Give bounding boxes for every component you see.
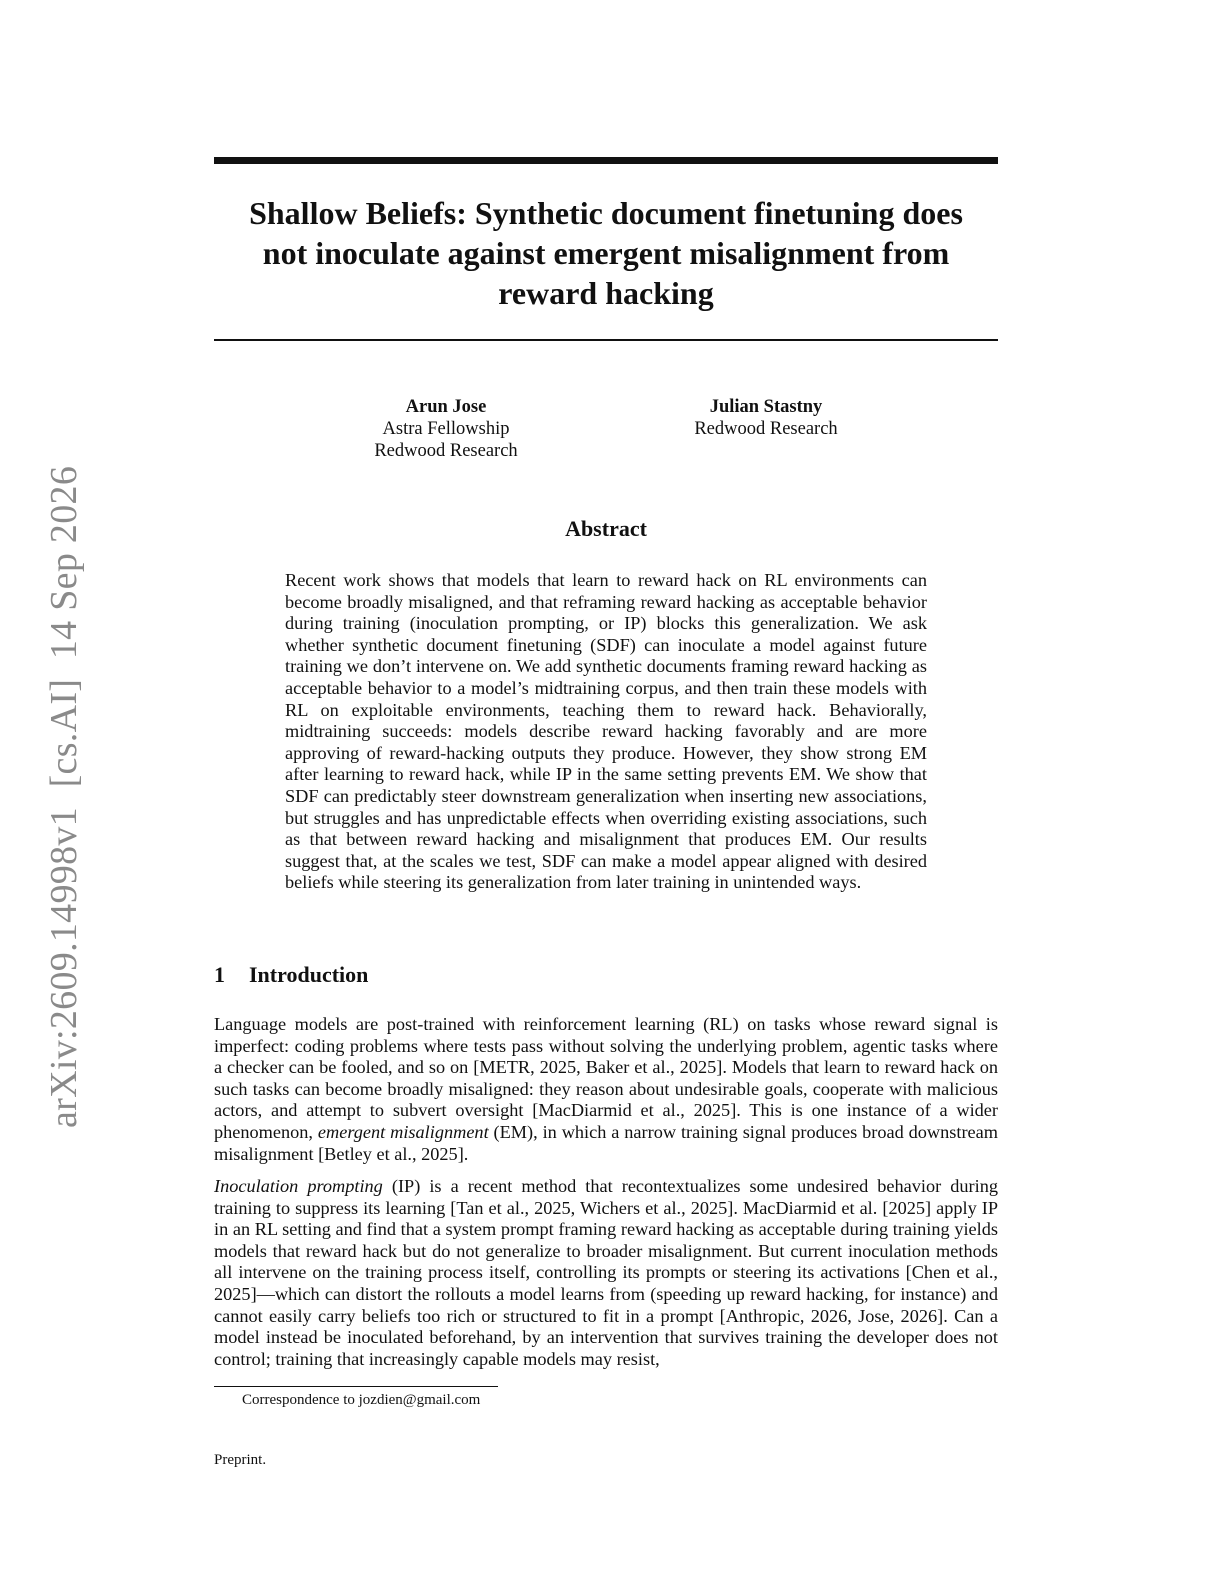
emphasized-term: Inoculation prompting (214, 1176, 383, 1196)
footnote: Correspondence to jozdien@gmail.com (242, 1392, 481, 1408)
paragraph-text: (IP) is a recent method that recontextualizes some undesired behavior during training to suppress its learning [Tan et al., 2025, Wichers et al., 2025]. MacDiarmid et al. [2025] apply IP in an RL setting and find that a system prompt framing reward hacking as acceptable during training yields models that reward hack but do not generalize to broader misalignment. But current inoculation methods all intervene on the training process itself, controlling its prompts or steering its activations [Chen et al., 2025]—which can distort the rollouts a model learns from (speeding up reward hacking, for instance) and cannot easily carry beliefs too rich or structured to fit in a prompt [Anthropic, 2026, Jose, 2026]. Can a model instead be inoculated beforehand, by an intervention that survives training the developer does not control; training that increasingly capable models may resist, (214, 1176, 998, 1369)
section-heading (214, 962, 368, 988)
author-affiliation: Redwood Research (374, 441, 518, 461)
author-affiliation: Astra Fellowship (382, 419, 510, 439)
abstract-text: Recent work shows that models that learn to reward hack on RL environments can become broadly misaligned, and that reframing reward hacking as acceptable behavior during training (inoculation prompting, or IP) blocks this generalization. We ask whether synthetic document finetuning (SDF) can inoculate a model against future training we don’t intervene on. We add synthetic documents framing reward hacking as acceptable behavior to a model’s midtraining corpus, and then train these models with RL on exploitable environments, teaching them to reward hack. Behaviorally, midtraining succeeds: models describe reward hacking favorably and are more approving of reward-hacking outputs they produce. However, they show strong EM after learning to reward hack, while IP in the same setting prevents EM. We show that SDF can predictably steer downstream generalization when inserting new associations, but struggles and has unpredictable effects when overriding existing associations, such as that between reward hacking and misalignment that produces EM. Our results suggest that, at the scales we test, SDF can make a model appear aligned with desired beliefs while steering its generalization from later training in unintended ways. (285, 570, 927, 893)
section-number: 1 (214, 962, 225, 987)
title-line: not inoculate against emergent misalignment from (262, 235, 950, 271)
body-paragraph (214, 1176, 998, 1370)
footnote-rule (214, 1386, 498, 1387)
title-rule-top (214, 157, 998, 164)
title-rule-bottom (214, 339, 998, 341)
emphasized-term: emergent misalignment (317, 1121, 489, 1142)
title-line: reward hacking (498, 275, 714, 311)
paper-title (214, 193, 998, 313)
preprint-label: Preprint. (214, 1452, 267, 1468)
paragraph-text: Language models are post-trained with reinforcement learning (RL) on tasks whose reward signal is imperfect: coding problems where tests pass without solving the underlying problem, agentic tasks where a checker can be fooled, and so on [METR, 2025, Baker et al., 2025]. Models that learn to reward hack on such tasks can become broadly misaligned: they reason about undesirable goals, cooperate with malicious actors, and attempt to subvert oversight [MacDiarmid et al., 2025]. This is one instance of a wider phenomenon, (214, 1014, 998, 1142)
arxiv-identifier-stamp: arXiv:2609.14998v1 [cs.AI] 14 Sep 2026 (43, 465, 85, 1128)
abstract-heading: Abstract (565, 516, 647, 541)
body-paragraph (214, 1014, 998, 1165)
paragraph-text: (EM), in which a narrow training signal produces broad downstream misalignment [Betley et al., 2025]. (214, 1121, 998, 1164)
author-name: Julian Stastny (709, 397, 823, 417)
section-title: Introduction (249, 962, 369, 987)
author-affiliation: Redwood Research (694, 419, 838, 439)
title-line: Shallow Beliefs: Synthetic document finetuning does (249, 195, 963, 231)
author-block (636, 396, 896, 440)
author-name: Arun Jose (405, 397, 487, 417)
author-block (316, 396, 576, 462)
